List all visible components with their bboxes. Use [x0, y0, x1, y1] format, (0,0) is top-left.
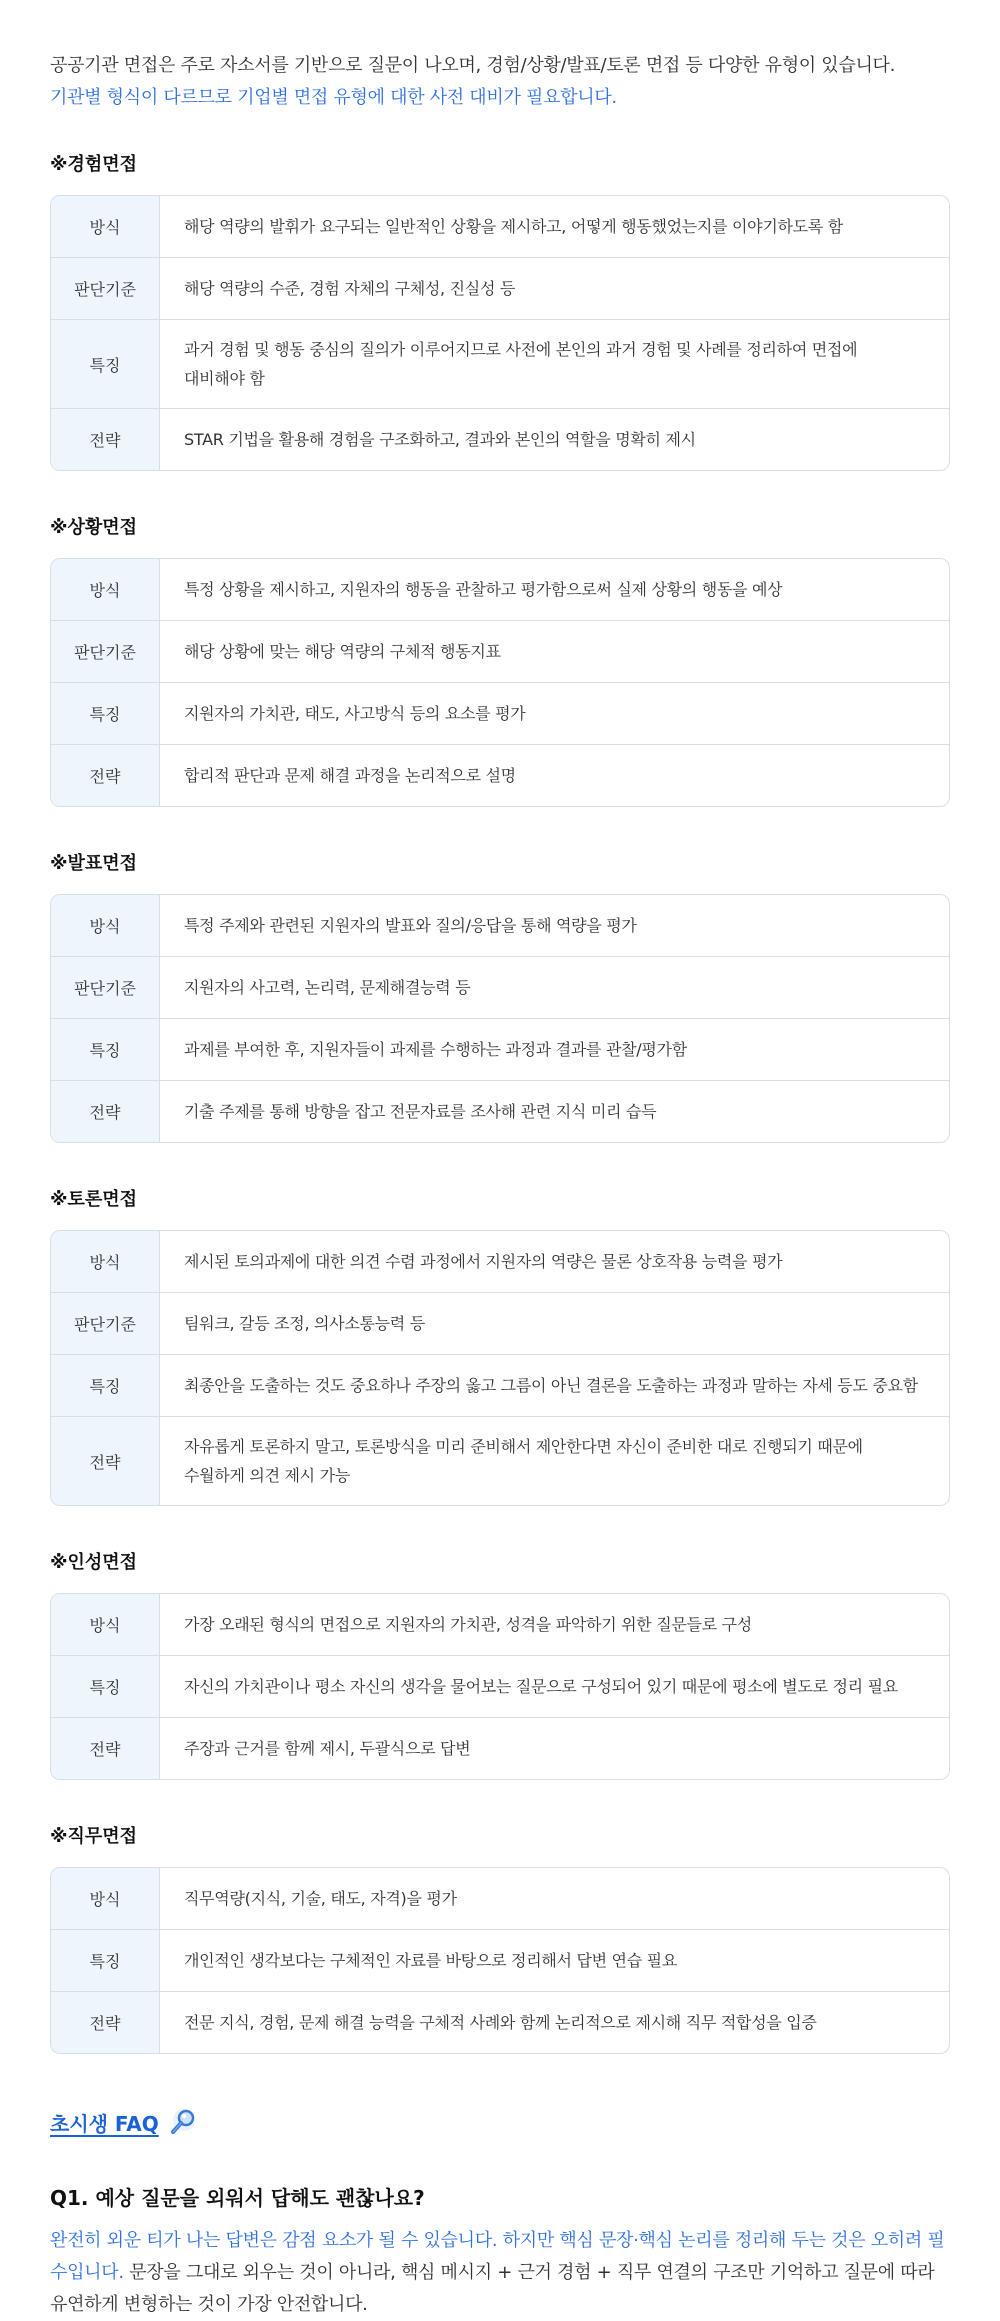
row-value: 팀워크, 갈등 조정, 의사소통능력 등: [184, 1314, 425, 1333]
row-value: 전문 지식, 경험, 문제 해결 능력을 구체적 사례와 함께 논리적으로 제시해 직무 적합성을 입증: [184, 2013, 817, 2032]
table-row: [51, 895, 949, 956]
info-table: [50, 1230, 950, 1506]
table-row: [51, 1080, 949, 1142]
table-row: [51, 1991, 949, 2053]
table-row: [51, 559, 949, 620]
interview-section: [50, 152, 950, 471]
row-label: 방식: [51, 1231, 160, 1292]
row-value: 제시된 토의과제에 대한 의견 수렴 과정에서 지원자의 역량은 물론 상호작용 능력을 평가: [184, 1252, 783, 1271]
table-row: [51, 1018, 949, 1080]
table-row: [51, 1354, 949, 1416]
row-label: 특징: [51, 1656, 160, 1717]
interview-type-sections: [50, 152, 950, 2054]
interview-section: [50, 515, 950, 807]
row-label: 특징: [51, 683, 160, 744]
info-table: [50, 558, 950, 807]
row-label: 전략: [51, 409, 160, 470]
row-label: 판단기준: [51, 957, 160, 1018]
interview-section: [50, 1550, 950, 1780]
table-row: [51, 1929, 949, 1991]
intro: [50, 50, 950, 114]
row-label: 방식: [51, 196, 160, 257]
row-value: 개인적인 생각보다는 구체적인 자료를 바탕으로 정리해서 답변 연습 필요: [184, 1951, 677, 1970]
section-title: ※발표면접: [50, 853, 138, 874]
row-label: 특징: [51, 320, 160, 408]
faq-title-link[interactable]: 초시생 FAQ: [50, 2111, 159, 2136]
row-value: 가장 오래된 형식의 면접으로 지원자의 가치관, 성격을 파악하기 위한 질문들로 구성: [184, 1615, 752, 1634]
interview-section: [50, 1187, 950, 1506]
row-value: STAR 기법을 활용해 경험을 구조화하고, 결과와 본인의 역할을 명확히 제시: [184, 430, 696, 449]
intro-highlight-text: 기관별 형식이 다르므로 기업별 면접 유형에 대한 사전 대비가 필요합니다.: [50, 87, 617, 108]
row-value: 직무역량(지식, 기술, 태도, 자격)을 평가: [184, 1889, 457, 1908]
intro-text: 공공기관 면접은 주로 자소서를 기반으로 질문이 나오며, 경험/상황/발표/토론 면접 등 다양한 유형이 있습니다.: [50, 55, 896, 76]
faq-answer-highlight: 완전히 외운 티가 나는 답변은 감점 요소가 될 수 있습니다. 하지만 핵심 문장·핵심 논리를 정리해 두는 것은 오히려 필수입니다.: [50, 2230, 945, 2283]
table-row: [51, 1594, 949, 1655]
section-title: ※토론면접: [50, 1189, 138, 1210]
info-table: [50, 1593, 950, 1780]
table-row: [51, 744, 949, 806]
row-label: 특징: [51, 1019, 160, 1080]
row-value: 해당 상황에 맞는 해당 역량의 구체적 행동지표: [184, 642, 501, 661]
table-row: [51, 620, 949, 682]
table-row: [51, 1231, 949, 1292]
interview-section: [50, 1824, 950, 2054]
row-value: 합리적 판단과 문제 해결 과정을 논리적으로 설명: [184, 766, 516, 785]
info-table: [50, 195, 950, 471]
row-value: 최종안을 도출하는 것도 중요하나 주장의 옳고 그름이 아닌 결론을 도출하는 과정과 말하는 자세 등도 중요함: [184, 1376, 918, 1395]
section-title: ※직무면접: [50, 1826, 138, 1847]
row-value: 지원자의 가치관, 태도, 사고방식 등의 요소를 평가: [184, 704, 526, 723]
table-row: [51, 1717, 949, 1779]
row-value: 지원자의 사고력, 논리력, 문제해결능력 등: [184, 978, 471, 997]
faq-heading: [50, 2104, 950, 2140]
interview-section: [50, 851, 950, 1143]
row-label: 특징: [51, 1930, 160, 1991]
row-label: 전략: [51, 1718, 160, 1779]
section-title: ※상황면접: [50, 517, 138, 538]
table-row: [51, 408, 949, 470]
faq-question: Q1. 예상 질문을 외워서 답해도 괜찮나요?: [50, 2186, 425, 2210]
table-row: [51, 196, 949, 257]
table-row: [51, 257, 949, 319]
row-label: 판단기준: [51, 258, 160, 319]
row-value: 특정 주제와 관련된 지원자의 발표와 질의/응답을 통해 역량을 평가: [184, 916, 637, 935]
section-title: ※인성면접: [50, 1552, 138, 1573]
row-value: 자유롭게 토론하지 말고, 토론방식을 미리 준비해서 제안한다면 자신이 준비한 대로 진행되기 때문에 수월하게 의견 제시 가능: [184, 1437, 863, 1485]
table-row: [51, 319, 949, 408]
magnifier-icon: [165, 2104, 201, 2140]
row-value: 과거 경험 및 행동 중심의 질의가 이루어지므로 사전에 본인의 과거 경험 및 사례를 정리하여 면접에 대비해야 함: [184, 340, 858, 388]
table-row: [51, 956, 949, 1018]
row-label: 전략: [51, 1081, 160, 1142]
section-title: ※경험면접: [50, 154, 138, 175]
row-value: 과제를 부여한 후, 지원자들이 과제를 수행하는 과정과 결과를 관찰/평가함: [184, 1040, 687, 1059]
row-label: 전략: [51, 1417, 160, 1505]
row-label: 방식: [51, 559, 160, 620]
row-label: 전략: [51, 745, 160, 806]
row-value: 주장과 근거를 함께 제시, 두괄식으로 답변: [184, 1739, 471, 1758]
table-row: [51, 1416, 949, 1505]
row-label: 방식: [51, 895, 160, 956]
row-label: 판단기준: [51, 621, 160, 682]
faq-answer-rest: 문장을 그대로 외우는 것이 아니라, 핵심 메시지 + 근거 경험 + 직무 연결의 구조만 기억하고 질문에 따라 유연하게 변형하는 것이 가장 안전합니다.: [50, 2262, 935, 2315]
row-label: 전략: [51, 1992, 160, 2053]
table-row: [51, 1292, 949, 1354]
row-value: 해당 역량의 수준, 경험 자체의 구체성, 진실성 등: [184, 279, 516, 298]
row-value: 특정 상황을 제시하고, 지원자의 행동을 관찰하고 평가함으로써 실제 상황의 행동을 예상: [184, 580, 783, 599]
row-label: 특징: [51, 1355, 160, 1416]
table-row: [51, 682, 949, 744]
info-table: [50, 1867, 950, 2054]
info-table: [50, 894, 950, 1143]
row-label: 방식: [51, 1868, 160, 1929]
row-value: 기출 주제를 통해 방향을 잡고 전문자료를 조사해 관련 지식 미리 습득: [184, 1102, 657, 1121]
row-value: 해당 역량의 발휘가 요구되는 일반적인 상황을 제시하고, 어떻게 행동했었는지를 이야기하도록 함: [184, 217, 843, 236]
row-label: 방식: [51, 1594, 160, 1655]
row-label: 판단기준: [51, 1293, 160, 1354]
faq-answer: [50, 2225, 950, 2321]
table-row: [51, 1868, 949, 1929]
row-value: 자신의 가치관이나 평소 자신의 생각을 물어보는 질문으로 구성되어 있기 때문에 평소에 별도로 정리 필요: [184, 1677, 898, 1696]
table-row: [51, 1655, 949, 1717]
